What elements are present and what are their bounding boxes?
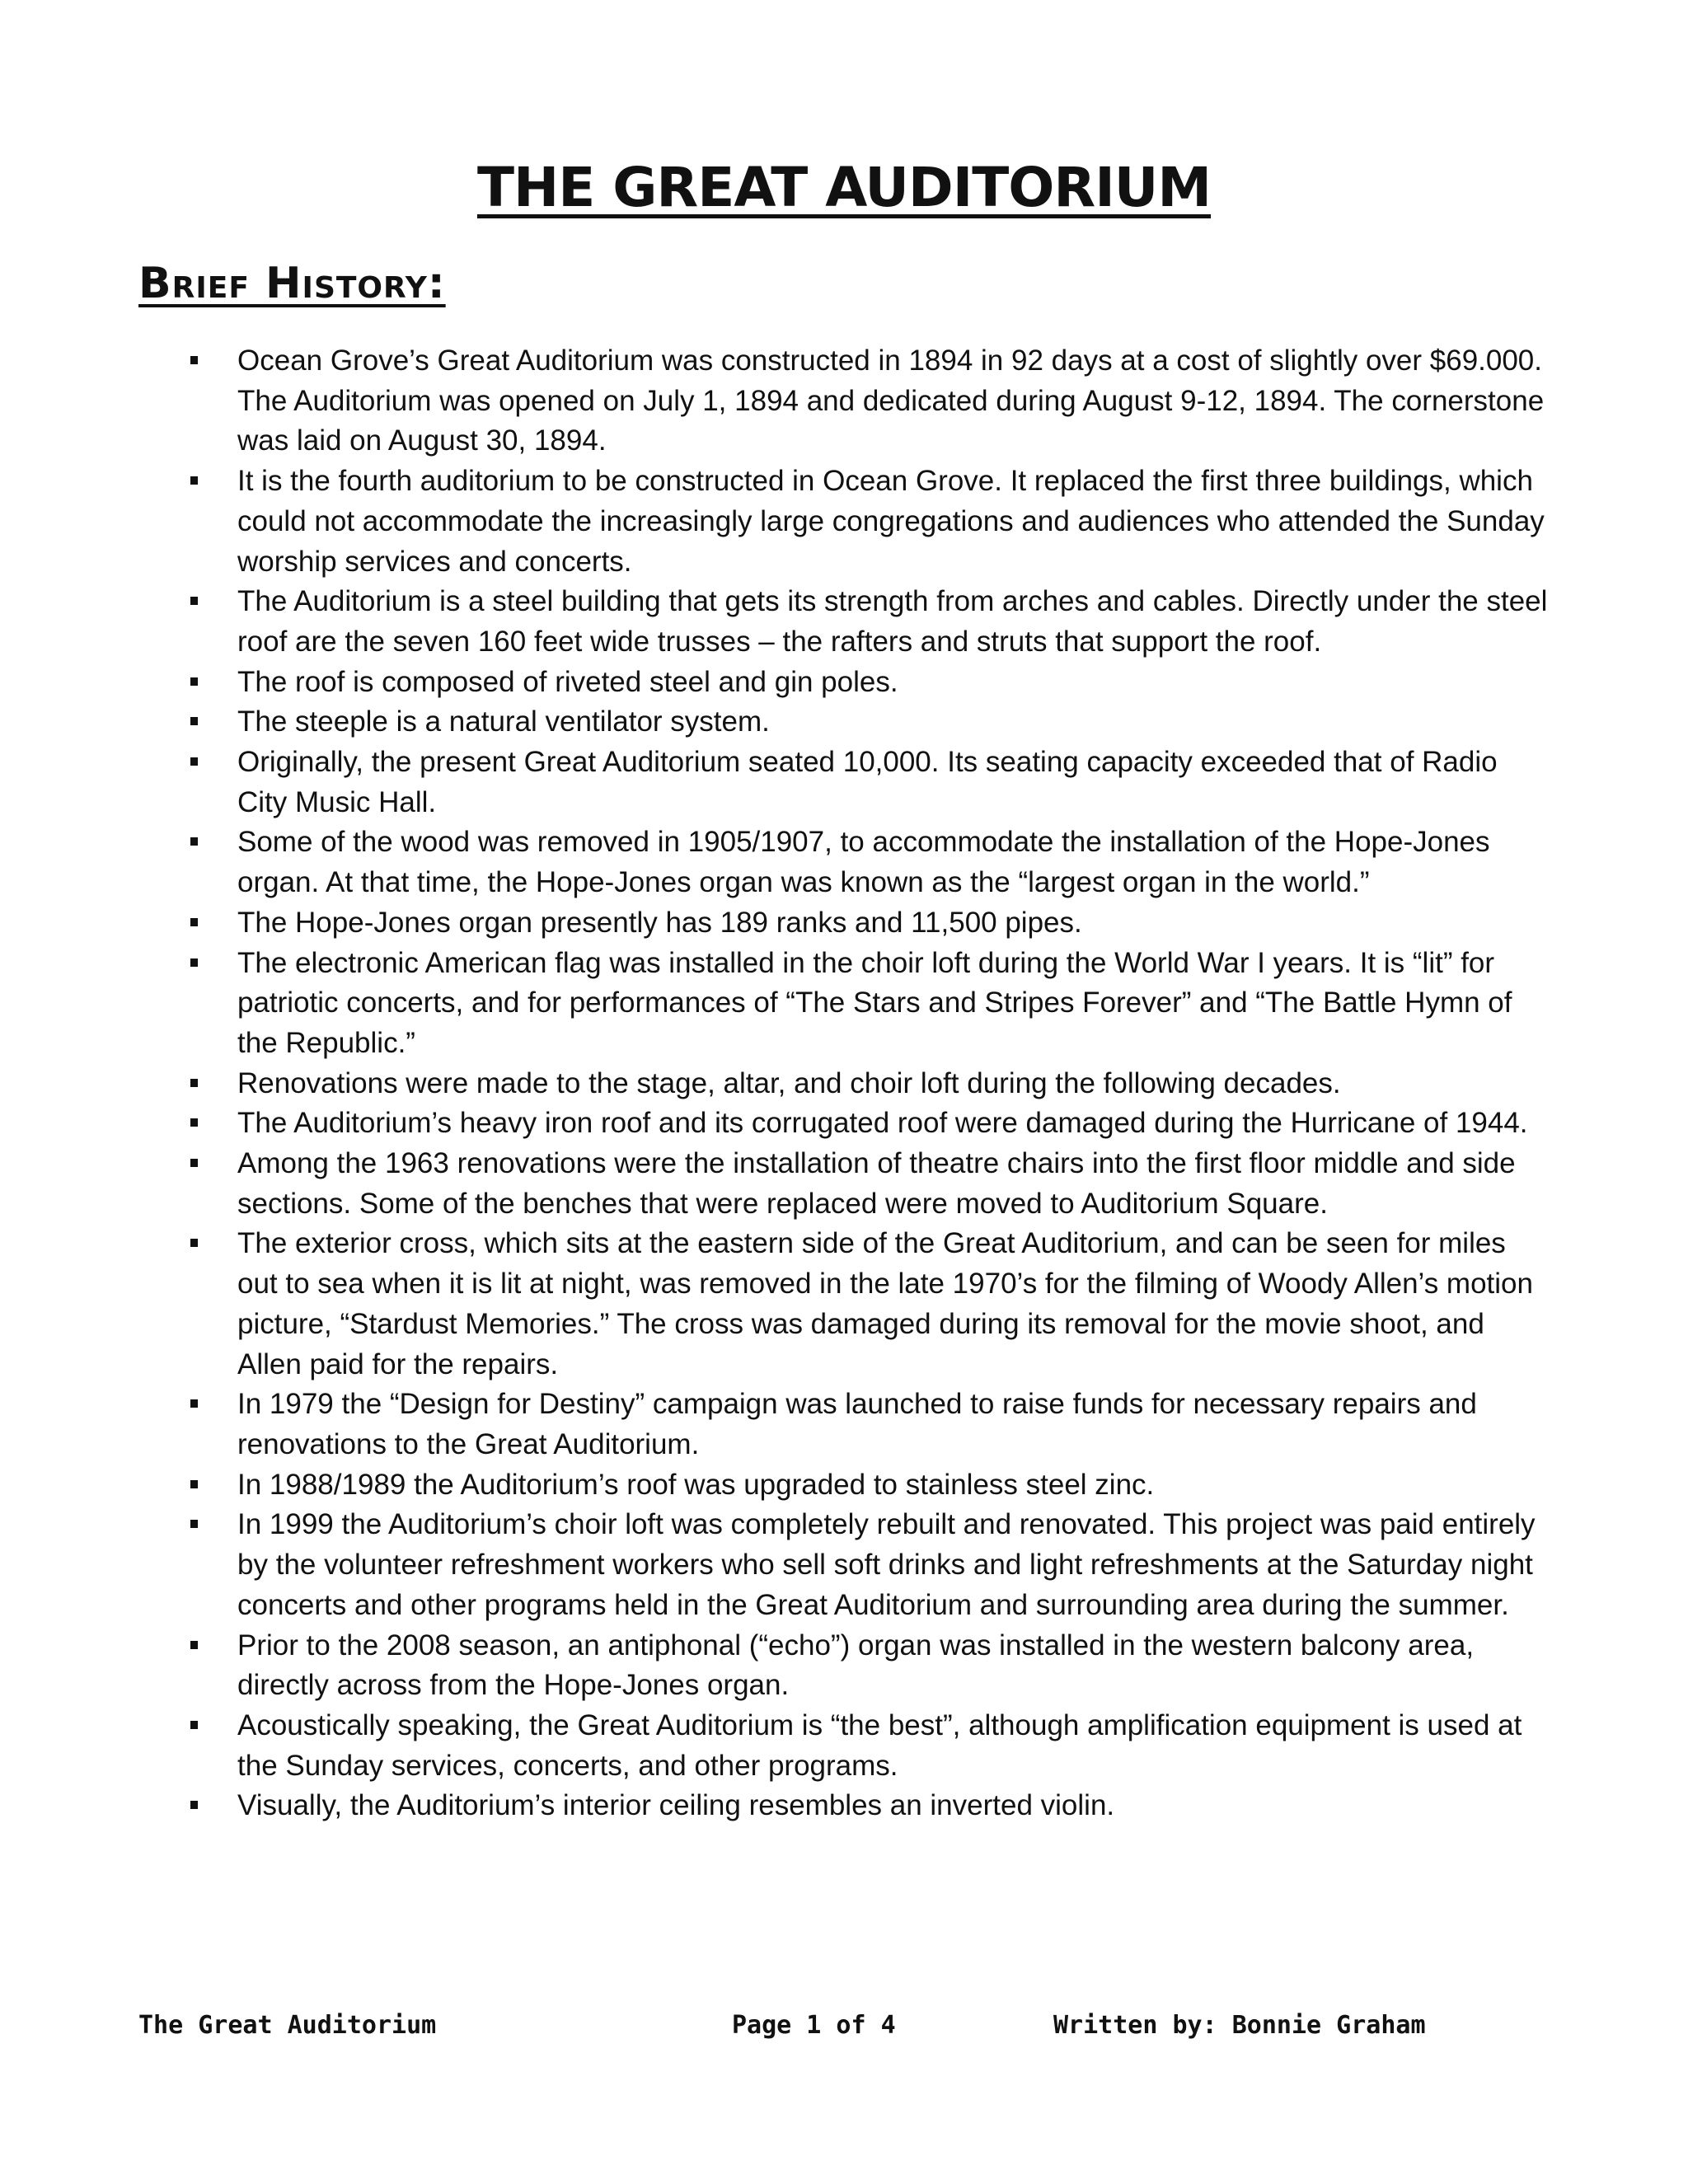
section-heading: Brief History: bbox=[138, 259, 446, 308]
list-item-text: Visually, the Auditorium’s interior ceiling resembles an inverted violin. bbox=[237, 1789, 1115, 1822]
list-item bbox=[0, 1626, 1688, 1706]
list-item bbox=[0, 702, 1688, 743]
list-item-text: Some of the wood was removed in 1905/1907, to accommodate the installation of the Hope-Jones organ. At that time, the Hope-Jones organ was known as the “largest organ in the world.” bbox=[237, 826, 1490, 899]
list-item bbox=[0, 903, 1688, 944]
list-item bbox=[0, 1465, 1688, 1506]
square-bullet-icon bbox=[190, 1118, 198, 1127]
list-item bbox=[0, 823, 1688, 902]
square-bullet-icon bbox=[190, 1520, 198, 1528]
list-item bbox=[0, 1385, 1688, 1465]
list-item bbox=[0, 462, 1688, 582]
list-item bbox=[0, 1224, 1688, 1385]
square-bullet-icon bbox=[190, 1480, 198, 1488]
list-item-text: In 1979 the “Design for Destiny” campaign was launched to raise funds for necessary repairs and renovations to the Great Auditorium. bbox=[237, 1388, 1477, 1460]
square-bullet-icon bbox=[190, 1399, 198, 1408]
square-bullet-icon bbox=[190, 1641, 198, 1649]
list-item bbox=[0, 663, 1688, 703]
list-item-text: In 1999 the Auditorium’s choir loft was completely rebuilt and renovated. This project was paid entirely by the volunteer refreshment workers who sell soft drinks and light refreshments at the Saturday night concerts and other programs held in the Great Auditorium and surrounding area during the summer. bbox=[237, 1508, 1536, 1621]
list-item bbox=[0, 582, 1688, 662]
footer-document-title: The Great Auditorium bbox=[138, 2011, 437, 2040]
list-item bbox=[0, 1064, 1688, 1104]
page-title: THE GREAT AUDITORIUM bbox=[476, 156, 1212, 219]
square-bullet-icon bbox=[190, 837, 198, 846]
list-item bbox=[0, 1144, 1688, 1224]
footer-page-number: Page 1 of 4 bbox=[732, 2011, 896, 2040]
list-item-text: The roof is composed of riveted steel and gin poles. bbox=[237, 665, 898, 698]
list-item-text: The exterior cross, which sits at the eastern side of the Great Auditorium, and can be seen for miles out to sea when it is lit at night, was removed in the late 1970’s for the filming of Woody Allen’s motion picture, “Stardust Memories.” The cross was damaged during its removal for the movie shoot, and Allen paid for the repairs. bbox=[237, 1227, 1533, 1380]
list-item bbox=[0, 1104, 1688, 1144]
square-bullet-icon bbox=[190, 356, 198, 364]
square-bullet-icon bbox=[190, 918, 198, 926]
list-item-text: The Auditorium’s heavy iron roof and its corrugated roof were damaged during the Hurricane of 1944. bbox=[237, 1107, 1528, 1140]
list-item-text: Originally, the present Great Auditorium seated 10,000. Its seating capacity exceeded that of Radio City Music Hall. bbox=[237, 746, 1498, 818]
square-bullet-icon bbox=[190, 1159, 198, 1167]
square-bullet-icon bbox=[190, 476, 198, 485]
square-bullet-icon bbox=[190, 1079, 198, 1087]
square-bullet-icon bbox=[190, 677, 198, 686]
list-item-text: Acoustically speaking, the Great Auditorium is “the best”, although amplification equipment is used at the Sunday services, concerts, and other programs. bbox=[237, 1708, 1522, 1782]
list-item-text: Among the 1963 renovations were the installation of theatre chairs into the first floor middle and side sections. Some of the benches that were replaced were moved to Auditorium Square. bbox=[237, 1147, 1516, 1220]
square-bullet-icon bbox=[190, 1239, 198, 1247]
history-list bbox=[0, 341, 1688, 1826]
square-bullet-icon bbox=[190, 1721, 198, 1729]
square-bullet-icon bbox=[190, 717, 198, 725]
list-item bbox=[0, 743, 1688, 823]
page-footer bbox=[0, 2009, 1688, 2042]
list-item-text: In 1988/1989 the Auditorium’s roof was upgraded to stainless steel zinc. bbox=[237, 1468, 1155, 1501]
square-bullet-icon bbox=[190, 958, 198, 967]
square-bullet-icon bbox=[190, 1801, 198, 1809]
list-item-text: The steeple is a natural ventilator system. bbox=[237, 705, 770, 738]
list-item bbox=[0, 1706, 1688, 1786]
list-item bbox=[0, 944, 1688, 1064]
list-item-text: Renovations were made to the stage, altar, and choir loft during the following decades. bbox=[237, 1066, 1341, 1099]
square-bullet-icon bbox=[190, 757, 198, 766]
list-item-text: It is the fourth auditorium to be constructed in Ocean Grove. It replaced the first three buildings, which could not accommodate the increasingly large congregations and audiences who attended the Sunday worship services and concerts. bbox=[237, 465, 1545, 578]
list-item-text: Prior to the 2008 season, an antiphonal (“echo”) organ was installed in the western balcony area, directly across from the Hope-Jones organ. bbox=[237, 1629, 1475, 1702]
list-item-text: The Hope-Jones organ presently has 189 ranks and 11,500 pipes. bbox=[237, 906, 1082, 939]
square-bullet-icon bbox=[190, 597, 198, 605]
list-item-text: The Auditorium is a steel building that gets its strength from arches and cables. Directly under the steel roof are the seven 160 feet wide trusses – the rafters and struts that support the roof. bbox=[237, 585, 1548, 658]
list-item bbox=[0, 341, 1688, 462]
footer-author: Written by: Bonnie Graham bbox=[1053, 2011, 1426, 2040]
list-item-text: The electronic American flag was installed in the choir loft during the World War I years. It is “lit” for patriotic concerts, and for performances of “The Stars and Stripes Forever” and “The Battle Hymn of the Republic.” bbox=[237, 946, 1512, 1059]
list-item-text: Ocean Grove’s Great Auditorium was constructed in 1894 in 92 days at a cost of slightly over $69.000. The Auditorium was opened on July 1, 1894 and dedicated during August 9-12, 1894. The cornerstone was laid on August 30, 1894. bbox=[237, 344, 1545, 457]
list-item bbox=[0, 1786, 1688, 1826]
list-item bbox=[0, 1505, 1688, 1625]
